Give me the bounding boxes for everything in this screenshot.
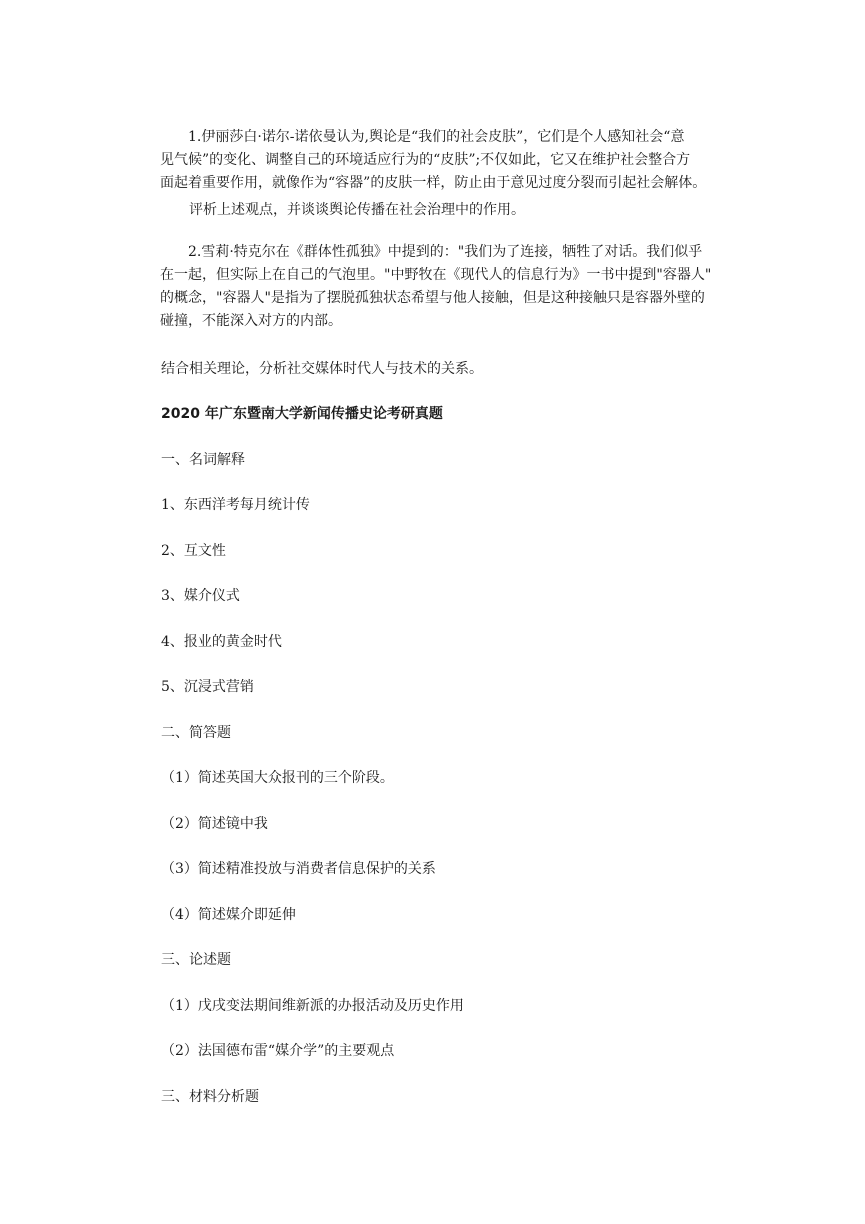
section-heading: 2020 年广东暨南大学新闻传播史论考研真题 bbox=[161, 406, 443, 422]
text-line: 面起着重要作用，就像作为“容器”的皮肤一样，防止由于意见过度分裂而引起社会解体。 bbox=[160, 175, 707, 191]
text-line: 1.伊丽莎白·诺尔-诺依曼认为,舆论是“我们的社会皮肤”，它们是个人感知社会“意 bbox=[188, 129, 685, 145]
list-item: 5、沉浸式营销 bbox=[161, 679, 254, 695]
list-item: （2）法国德布雷“媒介学”的主要观点 bbox=[161, 1043, 395, 1059]
paragraph-question-2 bbox=[160, 241, 735, 333]
list-item: （3）简述精准投放与消费者信息保护的关系 bbox=[161, 861, 436, 877]
paragraph-question-1-prompt: 评析上述观点，并谈谈舆论传播在社会治理中的作用。 bbox=[189, 202, 525, 218]
paragraph-question-2-prompt: 结合相关理论，分析社交媒体时代人与技术的关系。 bbox=[161, 361, 483, 377]
section-title-short-answer: 二、简答题 bbox=[161, 725, 231, 741]
text-line: 碰撞，不能深入对方的内部。 bbox=[160, 313, 342, 329]
text-line: 见气候”的变化、调整自己的环境适应行为的“皮肤”;不仅如此，它又在维护社会整合方 bbox=[160, 152, 691, 168]
section-title-material-analysis: 三、材料分析题 bbox=[161, 1089, 259, 1105]
list-item: （1）戊戌变法期间维新派的办报活动及历史作用 bbox=[161, 998, 464, 1014]
text-line: 2.雪莉·特克尔在《群体性孤独》中提到的："我们为了连接，牺牲了对话。我们似乎 bbox=[188, 244, 703, 260]
section-title-terms: 一、名词解释 bbox=[161, 452, 245, 468]
list-item: （2）简述镜中我 bbox=[161, 816, 268, 832]
paragraph-question-1 bbox=[160, 126, 735, 195]
list-item: （4）简述媒介即延伸 bbox=[161, 907, 296, 923]
text-line: 在一起，但实际上在自己的气泡里。"中野牧在《现代人的信息行为》一书中提到"容器人" bbox=[160, 267, 712, 283]
list-item: 4、报业的黄金时代 bbox=[161, 634, 282, 650]
list-item: （1）简述英国大众报刊的三个阶段。 bbox=[161, 770, 394, 786]
text-line: 的概念，"容器人"是指为了摆脱孤独状态希望与他人接触，但是这种接触只是容器外壁的 bbox=[160, 290, 705, 306]
list-item: 3、媒介仪式 bbox=[161, 588, 240, 604]
list-item: 1、东西洋考每月统计传 bbox=[161, 497, 310, 513]
section-title-essay: 三、论述题 bbox=[161, 952, 231, 968]
list-item: 2、互文性 bbox=[161, 543, 226, 559]
